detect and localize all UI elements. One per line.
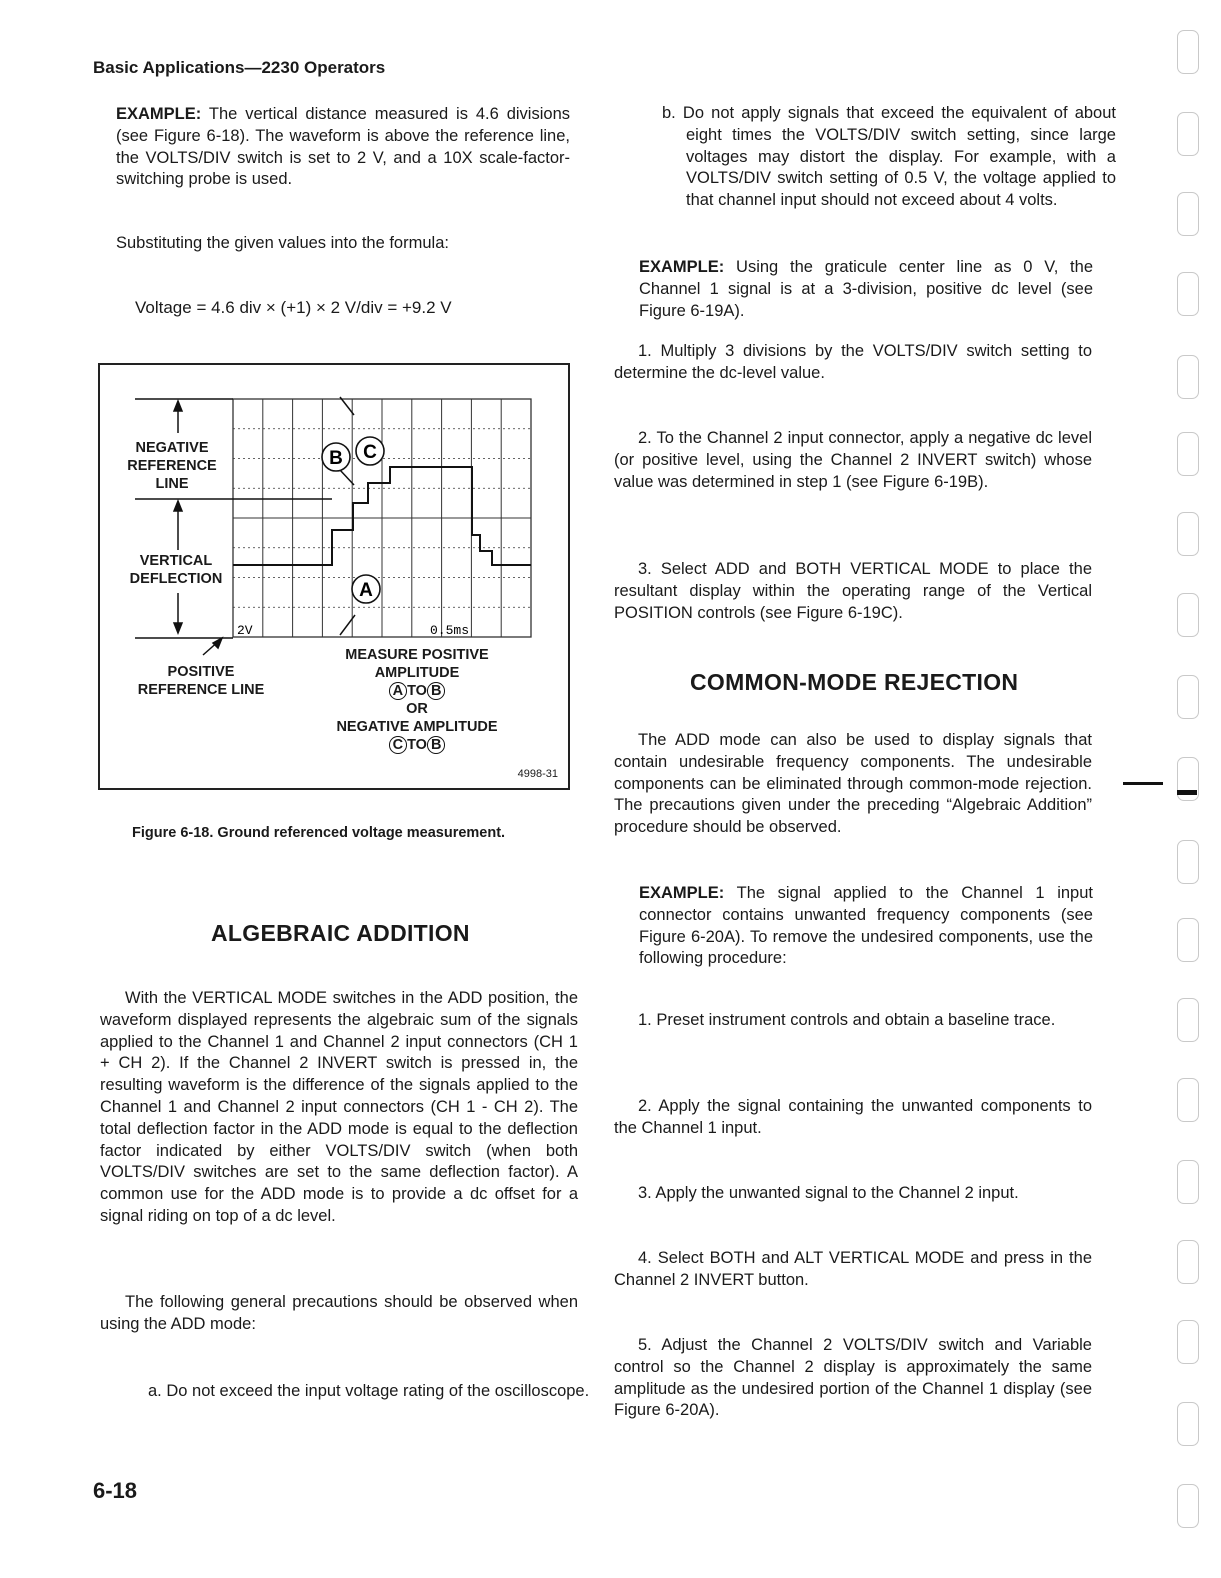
vertical-deflection-label [120,552,232,588]
time-readout: 0.5ms [430,623,470,638]
vertical-defl-line1: VERTICAL [139,553,213,569]
step-1: 1. Multiply 3 divisions by the VOLTS/DIV switch setting to determine the dc-level value. [614,342,1092,382]
negative-reference-label [122,439,222,493]
example-3-text: The signal applied to the Channel 1 input connector contains unwanted frequency components (see Figure 6-20A). To remove the undesired components, use the following procedure: [639,884,1093,968]
binder-tab [1177,272,1199,316]
example-2 [639,257,1093,322]
example-1 [116,104,570,191]
positive-reference-label [112,663,290,699]
negative-ref-line3: LINE [155,476,189,492]
binder-dash [1177,790,1197,795]
heading-algebraic-addition: ALGEBRAIC ADDITION [211,920,470,946]
figure-id: 4998-31 [517,768,558,780]
procedure-step-3: 3. Apply the unwanted signal to the Channel 2 input. [638,1184,1019,1202]
binder-tab [1177,1320,1199,1364]
example-1-label: EXAMPLE: [116,105,202,123]
running-header: Basic Applications—2230 Operators [93,58,386,77]
item-a: a. Do not exceed the input voltage rating of the oscilloscope. [148,1382,590,1400]
item-b: b. Do not apply signals that exceed the equivalent of about eight times the VOLTS/DIV switch setting, since large voltages may distort the display. For example, with a VOLTS/DIV switch setting of 0.5 V, the voltage applied to that channel input should not exceed about 4 volts. [662,104,1116,210]
binder-tab [1177,840,1199,884]
procedure-step-1: 1. Preset instrument controls and obtain a baseline trace. [638,1011,1056,1029]
binder-tab [1177,675,1199,719]
example-2-text: Using the graticule center line as 0 V, the Channel 1 signal is at a 3-division, positive dc level (see Figure 6-19A). [639,258,1093,320]
b2-circle-label: B [427,736,445,754]
a-circle-label: A [389,682,407,700]
algebraic-paragraph: With the VERTICAL MODE switches in the ADD position, the waveform displayed represents the algebraic sum of the signals applied to the Channel 1 and Channel 2 input connectors (CH 1 + CH 2). If the Channel 2 INVERT switch is pressed in, the resulting waveform is the difference of the signals applied to the Channel 1 and Channel 2 input connectors (CH 1 - CH 2). The total deflection factor in the ADD mode is equal to the deflection factor indicated by either VOLTS/DIV switch (when both VOLTS/DIV switches are set to the same deflection factor). A common use for the ADD mode is to provide a dc offset for a signal riding on top of a dc level. [100,989,578,1225]
volts-readout: 2V [237,623,253,638]
negative-amplitude-label: NEGATIVE AMPLITUDE [336,719,498,735]
binder-tab [1177,1240,1199,1284]
binder-tab [1177,1078,1199,1122]
positive-ref-line2: REFERENCE LINE [137,682,265,698]
binder-tab [1177,192,1199,236]
c-circle-label: C [389,736,407,754]
example-1-text: The vertical distance measured is 4.6 divisions (see Figure 6-18). The waveform is above the reference line, the VOLTS/DIV switch is set to 2 V, and a 10X scale-factor-switching probe is used. [116,105,570,189]
substituting-text: Substituting the given values into the formula: [116,234,449,252]
negative-ref-line1: NEGATIVE [135,440,209,456]
figure-caption: Figure 6-18. Ground referenced voltage measurement. [132,825,506,841]
graticule [233,399,531,637]
voltage-formula: Voltage = 4.6 div × (+1) × 2 V/div = +9.2 V [135,298,452,317]
step-2: 2. To the Channel 2 input connector, apply a negative dc level (or positive level, using the Channel 2 INVERT switch) whose value was determined in step 1 (see Figure 6-19B). [614,429,1092,491]
binder-tab [1177,30,1199,74]
binder-tab [1177,1402,1199,1446]
binder-tab [1177,112,1199,156]
a-to-b [312,682,522,700]
figure-6-18 [98,363,570,790]
procedure-step-4: 4. Select BOTH and ALT VERTICAL MODE and press in the Channel 2 INVERT button. [614,1249,1092,1289]
negative-ref-line2: REFERENCE [127,458,217,474]
procedure-step-2: 2. Apply the signal containing the unwanted components to the Channel 1 input. [614,1097,1092,1137]
positive-ref-line1: POSITIVE [167,664,235,680]
marker-b: B [329,448,343,469]
measure-line2: AMPLITUDE [374,665,460,681]
binder-tab [1177,512,1199,556]
binder-tab [1177,355,1199,399]
binder-tab [1177,593,1199,637]
measure-line1: MEASURE POSITIVE [345,647,489,663]
or-label: OR [406,701,428,717]
heading-common-mode-rejection: COMMON-MODE REJECTION [690,669,1019,695]
cmr-paragraph: The ADD mode can also be used to display signals that contain undesirable frequency components. The undesirable components can be eliminated through common-mode rejection. The precautions given under the preceding “Algebraic Addition” procedure should be observed. [614,731,1092,837]
marker-c: C [363,442,377,463]
c-to-b [312,736,522,754]
precautions-paragraph: The following general precautions should be observed when using the ADD mode: [100,1293,578,1333]
binder-tab [1177,1160,1199,1204]
step-3: 3. Select ADD and BOTH VERTICAL MODE to place the resultant display within the operating range of the Vertical POSITION controls (see Figure 6-19C). [614,560,1092,622]
binder-dash-left [1123,782,1163,785]
binder-tab [1177,1484,1199,1528]
dimension-arrows [174,397,355,655]
page-number: 6-18 [93,1478,138,1503]
c-to-word: TO [407,737,427,753]
binder-tab [1177,918,1199,962]
example-3 [639,883,1093,970]
procedure-step-5: 5. Adjust the Channel 2 VOLTS/DIV switch and Variable control so the Channel 2 display is approximately the same amplitude as the undesired portion of the Channel 1 display (see Figure 6-20A). [614,1336,1092,1420]
binder-tab [1177,998,1199,1042]
a-to-word: TO [407,683,427,699]
b-circle-label: B [427,682,445,700]
binder-tab [1177,432,1199,476]
example-2-label: EXAMPLE: [639,258,725,276]
measure-instructions [312,646,522,754]
marker-a: A [359,580,373,601]
vertical-defl-line2: DEFLECTION [129,571,223,587]
example-3-label: EXAMPLE: [639,884,725,902]
